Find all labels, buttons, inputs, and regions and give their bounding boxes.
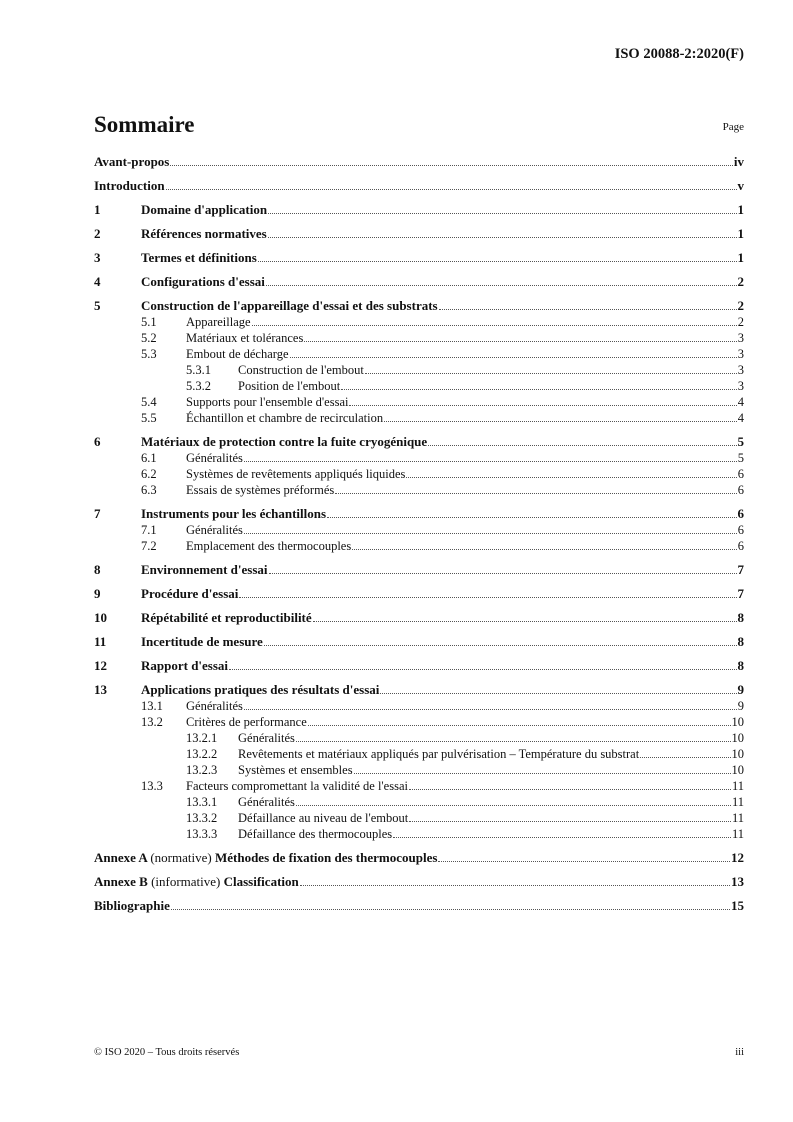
toc-entry-number: 5.1 xyxy=(141,315,157,329)
toc-entry-number: 13 xyxy=(94,682,107,697)
toc-entry-page: 11 xyxy=(731,795,744,809)
toc-entry-number: 11 xyxy=(94,634,107,649)
dot-leader xyxy=(264,645,737,646)
toc-entry[interactable] xyxy=(94,314,744,330)
annex-label: Annexe B xyxy=(94,874,148,889)
toc-entry-page: 6 xyxy=(737,483,744,497)
toc-entry[interactable] xyxy=(94,730,744,746)
toc-entry-title[interactable]: Avant-propos xyxy=(94,154,170,169)
annex-type: (normative) xyxy=(150,850,212,865)
dot-leader xyxy=(365,373,737,374)
toc-entry-page: 3 xyxy=(737,331,744,345)
toc-entry-title[interactable]: Critères de performance xyxy=(186,715,307,729)
dot-leader xyxy=(308,725,731,726)
toc-entry[interactable] xyxy=(94,698,744,714)
toc-entry-title[interactable]: Généralités xyxy=(238,731,295,745)
toc-entry-number: 13.3.3 xyxy=(186,827,218,841)
toc-entry-page: 9 xyxy=(737,682,744,697)
toc-entry-title[interactable]: Domaine d'application xyxy=(141,202,268,217)
toc-entry-number: 10 xyxy=(94,610,107,625)
toc-entry-page: 4 xyxy=(737,411,744,425)
toc-entry-page: 1 xyxy=(737,226,744,241)
dot-leader xyxy=(244,533,737,534)
dot-leader xyxy=(439,309,737,310)
dot-leader xyxy=(239,597,736,598)
toc-entry[interactable] xyxy=(94,450,744,466)
toc-entry-number: 2 xyxy=(94,226,101,241)
dot-leader xyxy=(244,709,737,710)
toc-entry[interactable] xyxy=(94,810,744,826)
toc-entry-title[interactable]: Systèmes de revêtements appliqués liquides xyxy=(186,467,406,481)
toc-entry-page: 8 xyxy=(737,634,744,649)
toc-entry[interactable] xyxy=(94,898,744,914)
toc-entry-title[interactable]: Systèmes et ensembles xyxy=(238,763,353,777)
toc-entry-number: 13.3.1 xyxy=(186,795,218,809)
toc-entry-page: 4 xyxy=(737,395,744,409)
toc-entry-title[interactable]: Matériaux de protection contre la fuite cryogénique xyxy=(141,434,428,449)
toc-entry-title[interactable]: Construction de l'appareillage d'essai et des substrats xyxy=(141,298,438,313)
table-of-contents xyxy=(94,154,744,914)
toc-entry-page: 5 xyxy=(737,451,744,465)
toc-entry-title[interactable]: Position de l'embout xyxy=(238,379,341,393)
toc-entry-page: 3 xyxy=(737,379,744,393)
toc-entry-number: 3 xyxy=(94,250,101,265)
toc-entry-title[interactable]: Bibliographie xyxy=(94,898,170,913)
toc-entry[interactable] xyxy=(94,634,744,650)
toc-entry-page: 2 xyxy=(737,274,744,289)
dot-leader xyxy=(296,741,731,742)
document-id: ISO 20088-2:2020(F) xyxy=(614,46,744,62)
toc-entry-title[interactable]: Procédure d'essai xyxy=(141,586,239,601)
toc-entry-title[interactable]: Environnement d'essai xyxy=(141,562,268,577)
toc-entry-title[interactable]: Matériaux et tolérances xyxy=(186,331,304,345)
toc-entry-page: 15 xyxy=(731,898,744,913)
toc-entry[interactable] xyxy=(94,562,744,578)
toc-entry-title[interactable]: Embout de décharge xyxy=(186,347,289,361)
dot-leader xyxy=(409,821,731,822)
toc-entry-number: 5.3.1 xyxy=(186,363,211,377)
toc-entry[interactable] xyxy=(94,202,744,218)
dot-leader xyxy=(380,693,736,694)
toc-entry-page: 8 xyxy=(737,610,744,625)
toc-entry[interactable] xyxy=(94,298,744,314)
toc-entry-page: 6 xyxy=(737,539,744,553)
toc-entry-title[interactable] xyxy=(94,874,299,890)
annex-label: Annexe A xyxy=(94,850,148,865)
toc-entry-number: 13.2.3 xyxy=(186,763,218,777)
page-title: Sommaire xyxy=(94,112,195,137)
toc-entry-title[interactable]: Appareillage xyxy=(186,315,251,329)
toc-entry[interactable] xyxy=(94,610,744,626)
toc-entry-number: 6 xyxy=(94,434,101,449)
toc-entry-title[interactable]: Échantillon et chambre de recirculation xyxy=(186,411,384,425)
dot-leader xyxy=(354,773,731,774)
toc-entry-number: 13.2.1 xyxy=(186,731,218,745)
toc-entry-page: 12 xyxy=(731,850,744,865)
toc-entry[interactable] xyxy=(94,394,744,410)
toc-entry-number: 1 xyxy=(94,202,101,217)
toc-entry-number: 5.3 xyxy=(141,347,157,361)
toc-entry[interactable] xyxy=(94,274,744,290)
toc-entry-page: 10 xyxy=(731,715,744,729)
toc-entry[interactable] xyxy=(94,874,744,890)
toc-entry[interactable] xyxy=(94,586,744,602)
toc-entry-number: 8 xyxy=(94,562,101,577)
toc-entry-number: 6.2 xyxy=(141,467,157,481)
toc-entry-number: 5.3.2 xyxy=(186,379,211,393)
toc-entry-page: 2 xyxy=(737,315,744,329)
toc-entry[interactable] xyxy=(94,850,744,866)
toc-entry-title[interactable]: Instruments pour les échantillons xyxy=(141,506,327,521)
toc-entry[interactable] xyxy=(94,378,744,394)
toc-entry-title[interactable]: Termes et définitions xyxy=(141,250,257,265)
toc-entry-page: 10 xyxy=(731,731,744,745)
toc-entry[interactable] xyxy=(94,826,744,842)
toc-entry-number: 9 xyxy=(94,586,101,601)
toc-entry-title[interactable]: Essais de systèmes préformés xyxy=(186,483,335,497)
dot-leader xyxy=(266,285,737,286)
toc-entry-number: 13.2.2 xyxy=(186,747,218,761)
page-column-label: Page xyxy=(722,121,744,133)
toc-entry[interactable] xyxy=(94,434,744,450)
toc-entry-number: 5.5 xyxy=(141,411,157,425)
dot-leader xyxy=(304,341,736,342)
toc-entry-title[interactable]: Généralités xyxy=(186,451,243,465)
toc-entry[interactable] xyxy=(94,538,744,554)
toc-entry-number: 7 xyxy=(94,506,101,521)
dot-leader xyxy=(341,389,736,390)
toc-entry-title[interactable]: Construction de l'embout xyxy=(238,363,364,377)
toc-entry-title[interactable]: Généralités xyxy=(186,523,243,537)
toc-entry-page: 13 xyxy=(731,874,744,889)
toc-entry-title[interactable] xyxy=(94,850,437,866)
toc-entry[interactable] xyxy=(94,714,744,730)
dot-leader xyxy=(268,213,736,214)
toc-entry[interactable] xyxy=(94,658,744,674)
footer-copyright: © ISO 2020 – Tous droits réservés xyxy=(94,1047,240,1058)
toc-entry-title[interactable]: Revêtements et matériaux appliqués par pulvérisation – Température du substrat xyxy=(238,747,640,761)
dot-leader xyxy=(269,573,737,574)
dot-leader xyxy=(290,357,737,358)
toc-entry-title[interactable]: Incertitude de mesure xyxy=(141,634,263,649)
toc-entry-page: 6 xyxy=(737,506,744,521)
toc-entry-page: 6 xyxy=(737,523,744,537)
dot-leader xyxy=(335,493,737,494)
toc-entry-page: v xyxy=(737,178,744,193)
dot-leader xyxy=(327,517,736,518)
toc-entry-page: 11 xyxy=(731,827,744,841)
toc-entry[interactable] xyxy=(94,410,744,426)
toc-entry[interactable] xyxy=(94,250,744,266)
dot-leader xyxy=(300,885,730,886)
dot-leader xyxy=(409,789,731,790)
toc-entry[interactable] xyxy=(94,154,744,170)
toc-entry[interactable] xyxy=(94,482,744,498)
toc-entry-page: iv xyxy=(733,154,744,169)
toc-entry[interactable] xyxy=(94,522,744,538)
toc-entry-title[interactable]: Configurations d'essai xyxy=(141,274,265,289)
toc-entry[interactable] xyxy=(94,778,744,794)
toc-entry-number: 6.3 xyxy=(141,483,157,497)
dot-leader xyxy=(252,325,737,326)
toc-entry-number: 4 xyxy=(94,274,101,289)
toc-entry[interactable] xyxy=(94,746,744,762)
toc-entry-title[interactable]: Généralités xyxy=(238,795,295,809)
toc-entry[interactable] xyxy=(94,226,744,242)
dot-leader xyxy=(352,549,737,550)
toc-entry-page: 2 xyxy=(737,298,744,313)
dot-leader xyxy=(258,261,737,262)
toc-entry-page: 3 xyxy=(737,347,744,361)
toc-entry[interactable] xyxy=(94,682,744,698)
dot-leader xyxy=(384,421,737,422)
toc-entry-number: 7.1 xyxy=(141,523,157,537)
annex-type: (informative) xyxy=(151,874,221,889)
toc-entry-title[interactable]: Supports pour l'ensemble d'essai xyxy=(186,395,349,409)
toc-entry-number: 13.1 xyxy=(141,699,163,713)
toc-entry-number: 5.4 xyxy=(141,395,157,409)
dot-leader xyxy=(244,461,737,462)
toc-entry-number: 5 xyxy=(94,298,101,313)
toc-entry[interactable] xyxy=(94,330,744,346)
dot-leader xyxy=(170,165,733,166)
dot-leader xyxy=(166,189,737,190)
dot-leader xyxy=(268,237,737,238)
toc-entry-page: 9 xyxy=(737,699,744,713)
toc-entry-title[interactable]: Applications pratiques des résultats d'essai xyxy=(141,682,380,697)
toc-entry-page: 7 xyxy=(737,586,744,601)
toc-entry-page: 1 xyxy=(737,250,744,265)
dot-leader xyxy=(313,621,737,622)
dot-leader xyxy=(406,477,736,478)
toc-entry-page: 11 xyxy=(731,779,744,793)
toc-entry[interactable] xyxy=(94,794,744,810)
toc-entry-title[interactable]: Défaillance au niveau de l'embout xyxy=(238,811,409,825)
toc-entry-title[interactable]: Emplacement des thermocouples xyxy=(186,539,352,553)
dot-leader xyxy=(349,405,736,406)
toc-entry[interactable] xyxy=(94,346,744,362)
toc-entry[interactable] xyxy=(94,506,744,522)
toc-entry-page: 11 xyxy=(731,811,744,825)
toc-entry-number: 13.2 xyxy=(141,715,163,729)
toc-entry-title[interactable]: Généralités xyxy=(186,699,243,713)
toc-entry-number: 12 xyxy=(94,658,107,673)
toc-entry-page: 5 xyxy=(737,434,744,449)
toc-entry-title[interactable]: Défaillance des thermocouples xyxy=(238,827,393,841)
annex-title: Classification xyxy=(223,874,299,889)
toc-entry-page: 3 xyxy=(737,363,744,377)
toc-entry-title[interactable]: Introduction xyxy=(94,178,165,193)
dot-leader xyxy=(296,805,731,806)
toc-entry-number: 7.2 xyxy=(141,539,157,553)
toc-entry-page: 1 xyxy=(737,202,744,217)
toc-entry[interactable] xyxy=(94,362,744,378)
dot-leader xyxy=(428,445,736,446)
dot-leader xyxy=(171,909,730,910)
dot-leader xyxy=(393,837,731,838)
toc-entry-title[interactable]: Répétabilité et reproductibilité xyxy=(141,610,312,625)
toc-entry-page: 7 xyxy=(737,562,744,577)
toc-entry-number: 5.2 xyxy=(141,331,157,345)
toc-entry-number: 13.3.2 xyxy=(186,811,218,825)
toc-entry-page: 10 xyxy=(731,747,744,761)
toc-entry-title[interactable]: Références normatives xyxy=(141,226,267,241)
toc-entry-number: 13.3 xyxy=(141,779,163,793)
toc-entry-page: 6 xyxy=(737,467,744,481)
toc-entry[interactable] xyxy=(94,178,744,194)
annex-title: Méthodes de fixation des thermocouples xyxy=(214,850,438,865)
toc-entry-title[interactable]: Rapport d'essai xyxy=(141,658,229,673)
toc-entry-title[interactable]: Facteurs compromettant la validité de l'essai xyxy=(186,779,408,793)
footer-page-number: iii xyxy=(735,1047,744,1058)
dot-leader xyxy=(438,861,730,862)
dot-leader xyxy=(640,757,730,758)
toc-entry[interactable] xyxy=(94,466,744,482)
toc-entry[interactable] xyxy=(94,762,744,778)
toc-entry-number: 6.1 xyxy=(141,451,157,465)
toc-entry-page: 8 xyxy=(737,658,744,673)
dot-leader xyxy=(229,669,736,670)
toc-entry-page: 10 xyxy=(731,763,744,777)
